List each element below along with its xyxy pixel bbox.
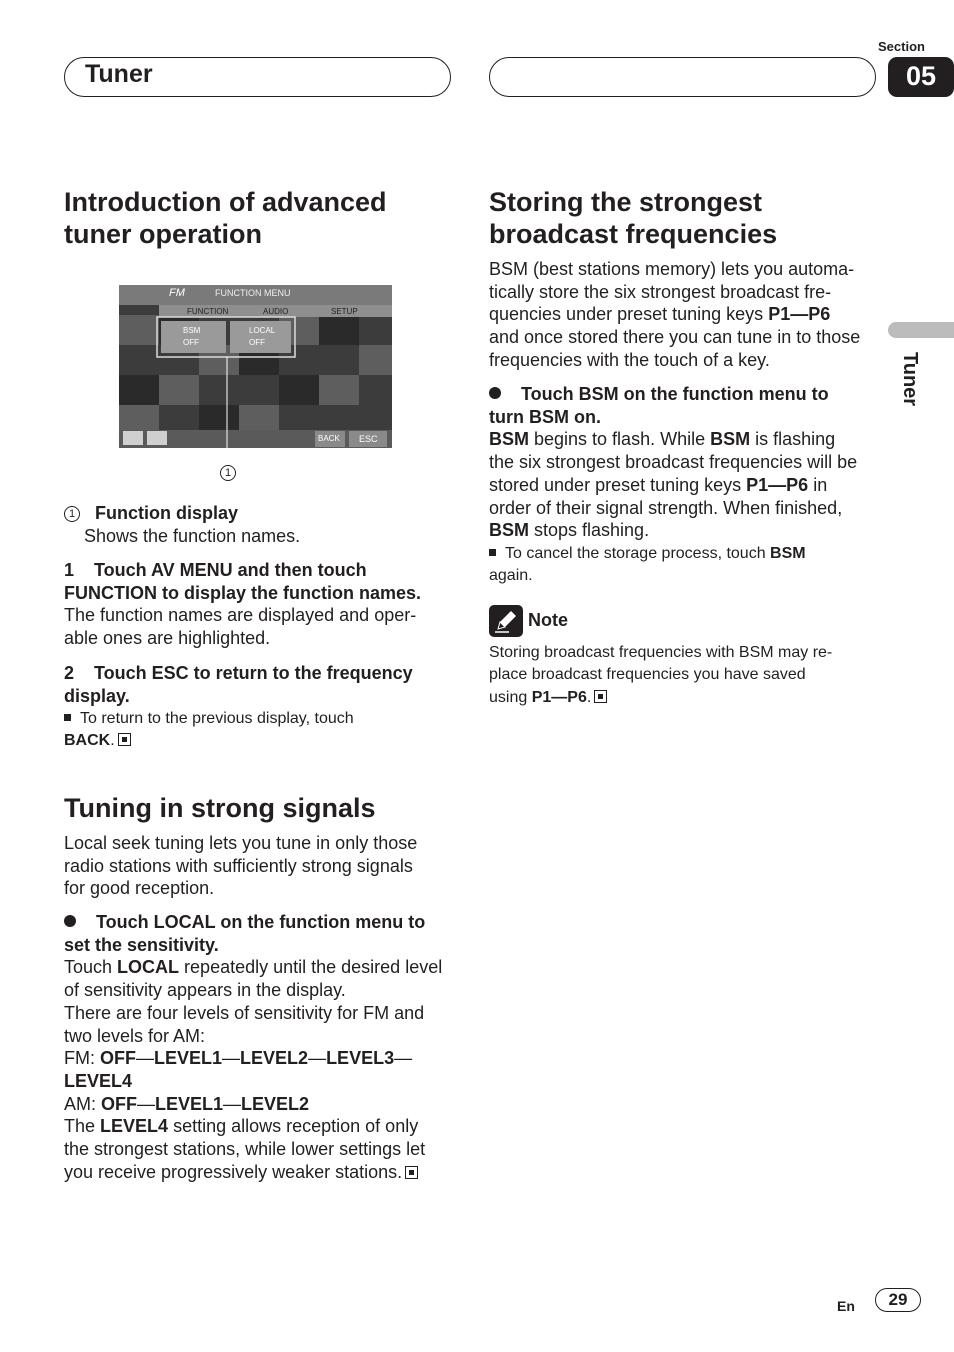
screen-local-button[interactable]: LOCAL OFF bbox=[249, 326, 276, 347]
am-levels: AM: OFF—LEVEL1—LEVEL2 bbox=[64, 1093, 310, 1114]
screen-title: FUNCTION MENU bbox=[215, 288, 291, 298]
section-number: 05 bbox=[888, 57, 954, 97]
end-mark-icon bbox=[118, 733, 131, 746]
page-number: 29 bbox=[888, 1290, 908, 1309]
step-2-note: To return to the previous display, touch BACK. bbox=[64, 710, 354, 750]
section-label: Section bbox=[878, 39, 925, 54]
legend-desc: Shows the function names. bbox=[84, 525, 301, 546]
screen-back-button[interactable]: BACK bbox=[318, 434, 340, 443]
end-mark-icon bbox=[594, 690, 607, 703]
bullet-dot-icon bbox=[64, 915, 76, 927]
tuning-heading: Tuning in strong signals bbox=[64, 793, 376, 823]
step-2: 2 Touch ESC to return to the frequency display. bbox=[64, 663, 413, 706]
square-bullet-icon bbox=[489, 549, 496, 556]
screen-tab-setup[interactable]: SETUP bbox=[331, 307, 358, 316]
intro-heading: Introduction of advanced tuner operation bbox=[64, 187, 387, 249]
end-mark-icon bbox=[405, 1166, 418, 1179]
legend-title: Function display bbox=[95, 503, 239, 523]
tuning-bullet: Touch LOCAL on the function menu to set the sensitivity. Touch LOCAL repeatedly until the desired level of sensitivity appears in the display. There are four levels of sensitivity for FM and two levels for AM: FM: OFF—LEVEL1—LEVEL2—LEVEL3— LEVEL4 AM: OFF—LEVEL1—LEVEL2 The LEVEL4 setting allows reception of only the strongest stations, while lower settings let you receive progressively weaker stations. bbox=[64, 911, 454, 1183]
screen-tab-function[interactable]: FUNCTION bbox=[187, 307, 229, 316]
legend-number: 1 bbox=[64, 506, 80, 522]
screen-tab-audio[interactable]: AUDIO bbox=[263, 307, 289, 316]
bsm-intro: BSM (best stations memory) lets you automa- tically store the six strongest broadcast fre- quencies under preset tuning keys P1—P6 and once stored there you can tune in to those frequencies with the touch of a key. bbox=[489, 259, 861, 370]
bullet-dot-icon bbox=[489, 387, 501, 399]
function-menu-screenshot bbox=[119, 285, 392, 448]
bsm-cancel-note: To cancel the storage process, touch BSM again. bbox=[489, 545, 806, 585]
figure-callout-1: 1 bbox=[220, 465, 236, 481]
step-1: 1 Touch AV MENU and then touch FUNCTION to display the function names. The function names are displayed and oper- able ones are highlighted. bbox=[64, 560, 422, 649]
legend-function-display bbox=[64, 502, 454, 547]
header-right-frame bbox=[489, 57, 876, 97]
screen-band: FM bbox=[169, 287, 185, 299]
bsm-bullet: Touch BSM on the function menu to turn BSM on. BSM begins to flash. While BSM is flashing the six strongest broadcast frequencies will be stored under preset tuning keys P1—P6 in order of their signal strength. When finished, BSM stops flashing. bbox=[489, 384, 858, 541]
footer-lang: En bbox=[837, 1298, 855, 1314]
square-bullet-icon bbox=[64, 714, 71, 721]
note-icon bbox=[489, 605, 523, 637]
note-body: Storing broadcast frequencies with BSM may re- place broadcast frequencies you have saved using P1—P6. bbox=[489, 644, 833, 706]
tuning-intro: Local seek tuning lets you tune in only those radio stations with sufficiently strong signals for good reception. bbox=[64, 833, 418, 899]
header-title: Tuner bbox=[85, 60, 153, 88]
fm-levels: FM: OFF—LEVEL1—LEVEL2—LEVEL3— bbox=[64, 1048, 413, 1069]
screen-bsm-button[interactable]: BSM OFF bbox=[183, 326, 201, 347]
side-tab bbox=[888, 322, 954, 338]
screen-esc-button[interactable]: ESC bbox=[359, 434, 378, 444]
bsm-heading: Storing the strongest broadcast frequencies bbox=[489, 187, 778, 249]
side-tab-label: Tuner bbox=[899, 352, 921, 407]
note-title: Note bbox=[528, 610, 568, 630]
